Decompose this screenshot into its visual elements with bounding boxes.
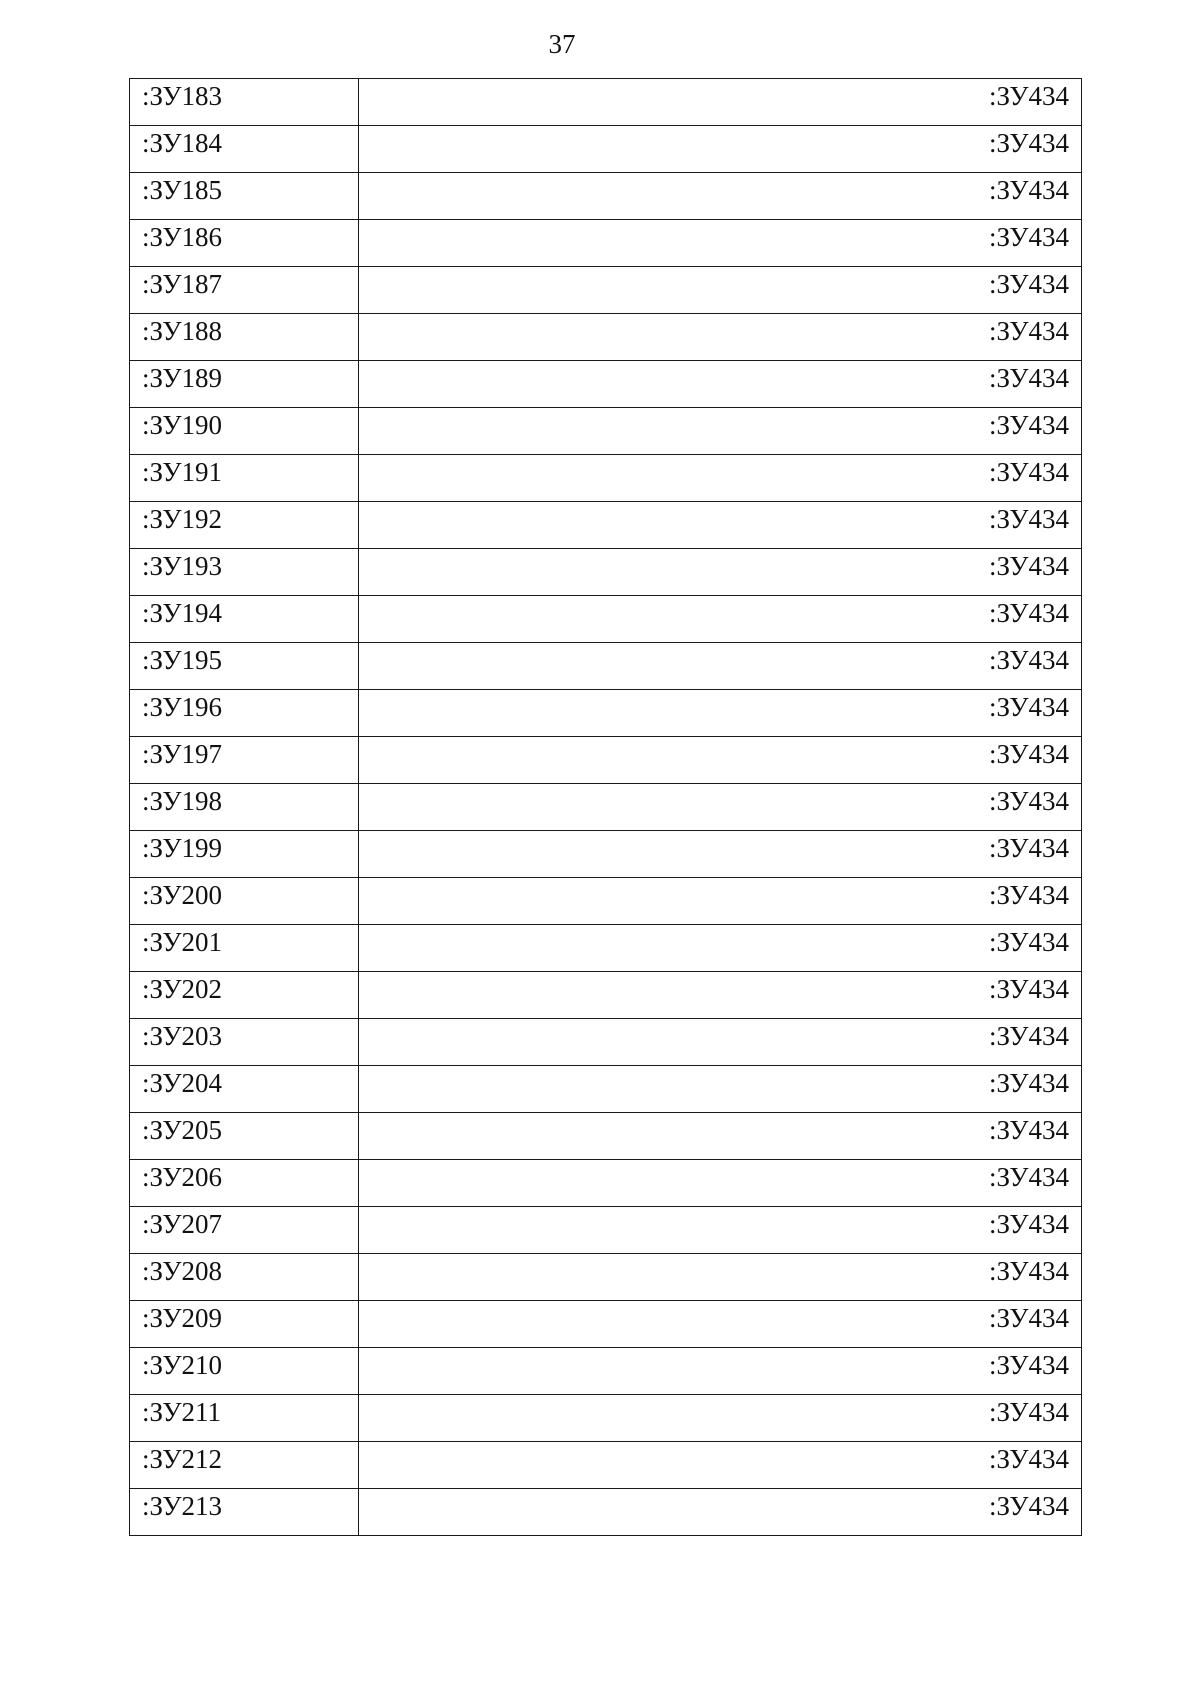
parcel-target-cell: :ЗУ434 <box>359 784 1082 831</box>
parcel-source-cell: :ЗУ187 <box>130 267 359 314</box>
parcel-target-cell: :ЗУ434 <box>359 1395 1082 1442</box>
table-row <box>130 408 1082 455</box>
parcel-target-cell: :ЗУ434 <box>359 79 1082 126</box>
parcel-target-cell: :ЗУ434 <box>359 126 1082 173</box>
parcel-target-cell: :ЗУ434 <box>359 831 1082 878</box>
parcel-target-cell: :ЗУ434 <box>359 1442 1082 1489</box>
parcel-source-cell: :ЗУ213 <box>130 1489 359 1536</box>
parcel-source-cell: :ЗУ202 <box>130 972 359 1019</box>
parcel-target-cell: :ЗУ434 <box>359 1301 1082 1348</box>
parcel-source-cell: :ЗУ196 <box>130 690 359 737</box>
parcel-source-cell: :ЗУ210 <box>130 1348 359 1395</box>
parcel-target-cell: :ЗУ434 <box>359 972 1082 1019</box>
parcel-source-cell: :ЗУ190 <box>130 408 359 455</box>
parcel-source-cell: :ЗУ194 <box>130 596 359 643</box>
table-body <box>130 79 1082 1536</box>
page-number: 37 <box>548 29 576 59</box>
parcel-table <box>129 78 1082 1536</box>
parcel-target-cell: :ЗУ434 <box>359 878 1082 925</box>
table-row <box>130 455 1082 502</box>
table-row <box>130 925 1082 972</box>
table-row <box>130 1254 1082 1301</box>
table-row <box>130 784 1082 831</box>
parcel-source-cell: :ЗУ195 <box>130 643 359 690</box>
table-row <box>130 831 1082 878</box>
parcel-source-cell: :ЗУ197 <box>130 737 359 784</box>
parcel-source-cell: :ЗУ186 <box>130 220 359 267</box>
parcel-target-cell: :ЗУ434 <box>359 1207 1082 1254</box>
parcel-target-cell: :ЗУ434 <box>359 1348 1082 1395</box>
table-row <box>130 1442 1082 1489</box>
parcel-target-cell: :ЗУ434 <box>359 1113 1082 1160</box>
table-row <box>130 1301 1082 1348</box>
parcel-target-cell: :ЗУ434 <box>359 1066 1082 1113</box>
table-row <box>130 220 1082 267</box>
parcel-target-cell: :ЗУ434 <box>359 925 1082 972</box>
parcel-target-cell: :ЗУ434 <box>359 690 1082 737</box>
table-row <box>130 314 1082 361</box>
parcel-source-cell: :ЗУ200 <box>130 878 359 925</box>
table-row <box>130 1113 1082 1160</box>
table-row <box>130 643 1082 690</box>
parcel-source-cell: :ЗУ188 <box>130 314 359 361</box>
parcel-target-cell: :ЗУ434 <box>359 314 1082 361</box>
parcel-target-cell: :ЗУ434 <box>359 1019 1082 1066</box>
table-row <box>130 1207 1082 1254</box>
table-row <box>130 1489 1082 1536</box>
parcel-source-cell: :ЗУ209 <box>130 1301 359 1348</box>
parcel-source-cell: :ЗУ189 <box>130 361 359 408</box>
parcel-source-cell: :ЗУ192 <box>130 502 359 549</box>
table-row <box>130 173 1082 220</box>
parcel-target-cell: :ЗУ434 <box>359 220 1082 267</box>
table-row <box>130 126 1082 173</box>
table-row <box>130 1395 1082 1442</box>
parcel-source-cell: :ЗУ212 <box>130 1442 359 1489</box>
table-row <box>130 549 1082 596</box>
parcel-source-cell: :ЗУ206 <box>130 1160 359 1207</box>
table-row <box>130 361 1082 408</box>
parcel-source-cell: :ЗУ184 <box>130 126 359 173</box>
parcel-source-cell: :ЗУ207 <box>130 1207 359 1254</box>
table-row <box>130 1160 1082 1207</box>
parcel-target-cell: :ЗУ434 <box>359 1489 1082 1536</box>
table-row <box>130 972 1082 1019</box>
parcel-target-cell: :ЗУ434 <box>359 549 1082 596</box>
parcel-source-cell: :ЗУ211 <box>130 1395 359 1442</box>
parcel-target-cell: :ЗУ434 <box>359 1160 1082 1207</box>
parcel-target-cell: :ЗУ434 <box>359 173 1082 220</box>
parcel-source-cell: :ЗУ199 <box>130 831 359 878</box>
parcel-target-cell: :ЗУ434 <box>359 267 1082 314</box>
table-row <box>130 596 1082 643</box>
parcel-source-cell: :ЗУ185 <box>130 173 359 220</box>
table-row <box>130 502 1082 549</box>
parcel-source-cell: :ЗУ193 <box>130 549 359 596</box>
table-row <box>130 1019 1082 1066</box>
parcel-source-cell: :ЗУ203 <box>130 1019 359 1066</box>
parcel-source-cell: :ЗУ198 <box>130 784 359 831</box>
table-row <box>130 1348 1082 1395</box>
parcel-source-cell: :ЗУ183 <box>130 79 359 126</box>
parcel-source-cell: :ЗУ191 <box>130 455 359 502</box>
parcel-target-cell: :ЗУ434 <box>359 502 1082 549</box>
parcel-target-cell: :ЗУ434 <box>359 408 1082 455</box>
table-row <box>130 79 1082 126</box>
parcel-source-cell: :ЗУ205 <box>130 1113 359 1160</box>
parcel-target-cell: :ЗУ434 <box>359 1254 1082 1301</box>
table-row <box>130 267 1082 314</box>
parcel-target-cell: :ЗУ434 <box>359 596 1082 643</box>
parcel-source-cell: :ЗУ201 <box>130 925 359 972</box>
table-row <box>130 1066 1082 1113</box>
parcel-target-cell: :ЗУ434 <box>359 643 1082 690</box>
parcel-target-cell: :ЗУ434 <box>359 737 1082 784</box>
table-row <box>130 690 1082 737</box>
table-row <box>130 878 1082 925</box>
parcel-target-cell: :ЗУ434 <box>359 455 1082 502</box>
parcel-source-cell: :ЗУ204 <box>130 1066 359 1113</box>
parcel-target-cell: :ЗУ434 <box>359 361 1082 408</box>
parcel-source-cell: :ЗУ208 <box>130 1254 359 1301</box>
table-row <box>130 737 1082 784</box>
